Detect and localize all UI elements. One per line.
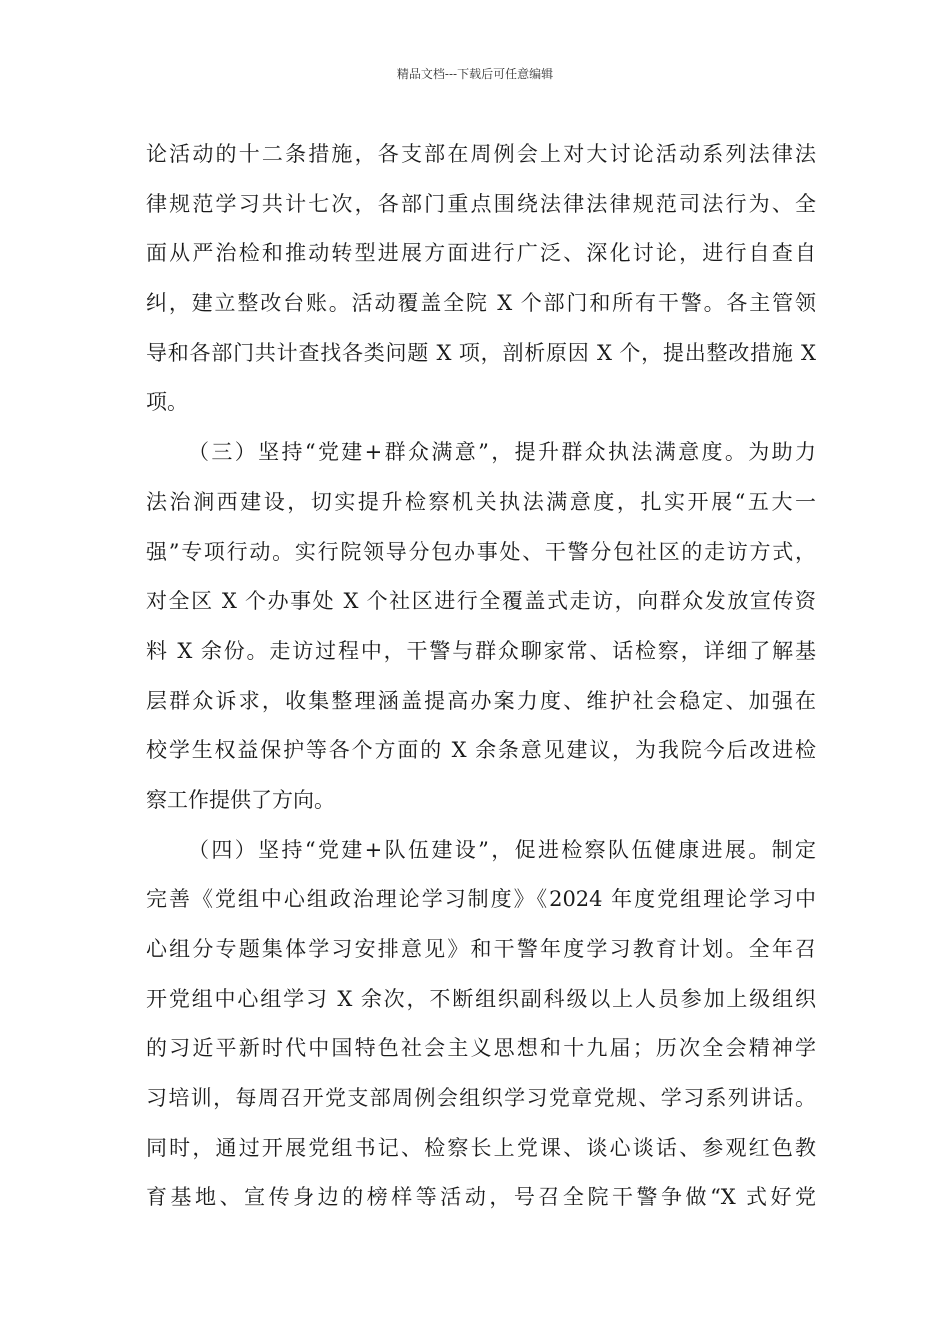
text-line: 层群众诉求，收集整理涵盖提高办案力度、维护社会稳定、加强在 [146, 688, 816, 713]
text-line: 完善《党组中心组政治理论学习制度》《2024 年度党组理论学习中 [146, 887, 816, 912]
text-line: 开党组中心组学习 X 余次，不断组织副科级以上人员参加上级组织 [146, 986, 816, 1011]
text-line: 面从严治检和推动转型进展方面进行广泛、深化讨论，进行自查自 [146, 241, 816, 266]
text-line: 校学生权益保护等各个方面的 X 余条意见建议，为我院今后改进检 [146, 738, 816, 763]
paragraph-2 [146, 428, 816, 826]
text-line: 同时，通过开展党组书记、检察长上党课、谈心谈话、参观红色教 [146, 1135, 816, 1160]
text-line: 育基地、宣传身边的榜样等活动，号召全院干警争做“X 式好党 [146, 1185, 816, 1210]
text-line: 的习近平新时代中国特色社会主义思想和十九届；历次全会精神学 [146, 1036, 816, 1061]
text-line: 律规范学习共计七次，各部门重点围绕法律法律规范司法行为、全 [146, 191, 816, 216]
text-line: 导和各部门共计查找各类问题 X 项，剖析原因 X 个，提出整改措施 X [146, 340, 816, 365]
paragraph-3 [146, 826, 816, 1224]
text-line: 强”专项行动。实行院领导分包办事处、干警分包社区的走访方式， [146, 539, 816, 564]
document-body [146, 130, 816, 1223]
text-line: （四）坚持“党建+队伍建设”，促进检察队伍健康进展。制定 [188, 837, 816, 862]
text-line: 料 X 余份。走访过程中，干警与群众聊家常、话检察，详细了解基 [146, 638, 816, 663]
text-line: 心组分专题集体学习安排意见》和干警年度学习教育计划。全年召 [146, 937, 816, 961]
text-line: （三）坚持“党建+群众满意”，提升群众执法满意度。为助力 [188, 440, 816, 465]
text-line: 项。 [146, 390, 188, 415]
text-line: 察工作提供了方向。 [146, 787, 335, 812]
text-line: 习培训，每周召开党支部周例会组织学习党章党规、学习系列讲话。 [146, 1086, 816, 1111]
text-line: 法治涧西建设，切实提升检察机关执法满意度，扎实开展“五大一 [146, 489, 816, 514]
page-header: 精品文档---下载后可任意编辑 [396, 67, 554, 81]
paragraph-1 [146, 130, 816, 428]
text-line: 纠，建立整改台账。活动覆盖全院 X 个部门和所有干警。各主管领 [146, 291, 816, 316]
text-line: 论活动的十二条措施，各支部在周例会上对大讨论活动系列法律法 [146, 142, 816, 166]
text-line: 对全区 X 个办事处 X 个社区进行全覆盖式走访，向群众发放宣传资 [146, 589, 816, 614]
